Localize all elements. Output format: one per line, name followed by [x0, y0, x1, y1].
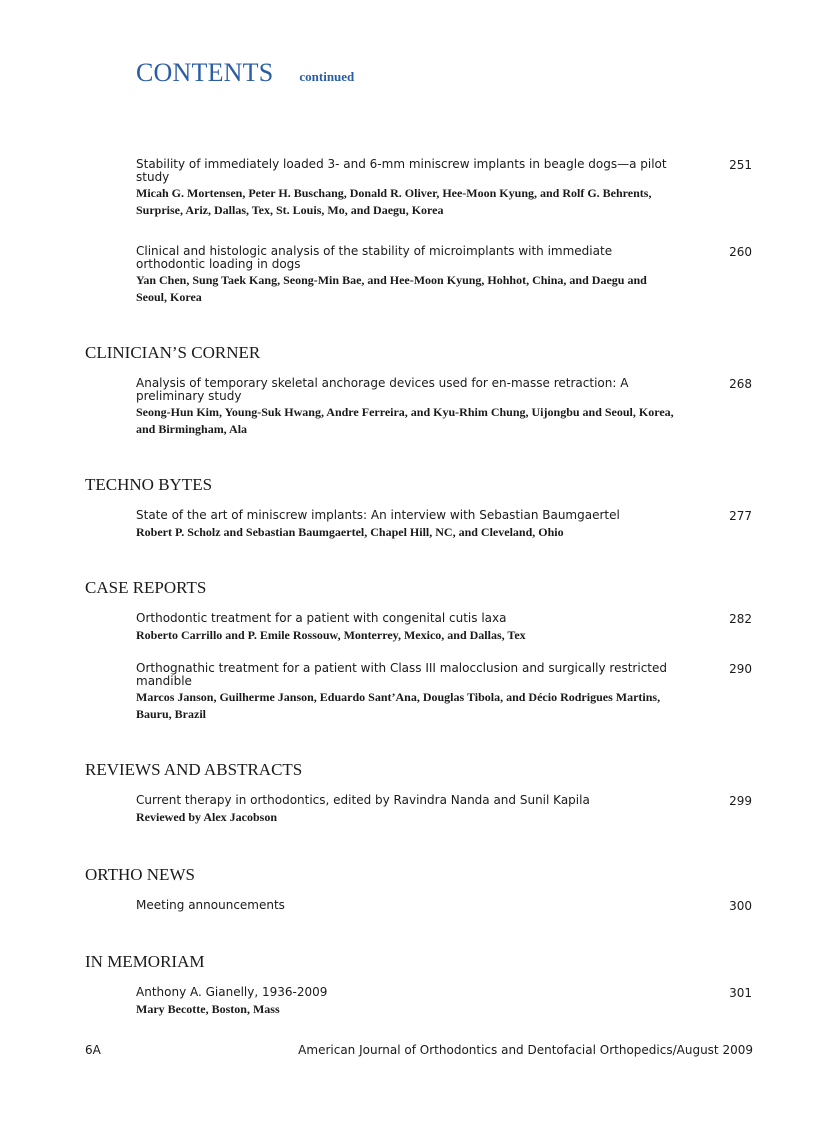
page-header [136, 58, 354, 88]
toc-entry[interactable] [136, 509, 676, 541]
page-number: 277 [729, 509, 752, 523]
article-title[interactable]: State of the art of miniscrew implants: An interview with Sebastian Baumgaertel [136, 508, 620, 522]
page-number: 301 [729, 986, 752, 1000]
article-authors: Marcos Janson, Guilherme Janson, Eduardo Sant’Ana, Douglas Tibola, and Décio Rodrigues Martins, Bauru, Brazil [136, 690, 661, 721]
article-authors: Roberto Carrillo and P. Emile Rossouw, Monterrey, Mexico, and Dallas, Tex [136, 627, 526, 642]
toc-entry[interactable] [136, 245, 676, 306]
article-title[interactable]: Meeting announcements [136, 898, 285, 912]
article-title[interactable]: Analysis of temporary skeletal anchorage devices used for en-masse retraction: A preliminary study [136, 376, 629, 403]
page-number: 282 [729, 612, 752, 626]
article-title[interactable]: Anthony A. Gianelly, 1936-2009 [136, 985, 328, 999]
article-title[interactable]: Current therapy in orthodontics, edited by Ravindra Nanda and Sunil Kapila [136, 793, 590, 807]
section-heading-reviews-and-abstracts: REVIEWS AND ABSTRACTS [85, 760, 303, 779]
section-heading-in-memoriam: IN MEMORIAM [85, 952, 205, 971]
section-heading-case-reports: CASE REPORTS [85, 578, 207, 597]
page-number: 290 [729, 662, 752, 676]
page-number: 268 [729, 377, 752, 391]
article-title[interactable]: Orthodontic treatment for a patient with congenital cutis laxa [136, 611, 507, 625]
article-authors: Yan Chen, Sung Taek Kang, Seong-Min Bae, and Hee-Moon Kyung, Hohhot, China, and Daegu and Seoul, Korea [136, 273, 647, 304]
page-number: 260 [729, 245, 752, 259]
article-authors: Seong-Hun Kim, Young-Suk Hwang, Andre Ferreira, and Kyu-Rhim Chung, Uijongbu and Seoul, Korea, and Birmingham, Ala [136, 405, 674, 436]
article-authors: Mary Becotte, Boston, Mass [136, 1001, 280, 1016]
section-heading-techno-bytes: TECHNO BYTES [85, 475, 213, 494]
article-authors: Reviewed by Alex Jacobson [136, 809, 277, 824]
toc-entry[interactable] [136, 986, 676, 1018]
page-title: CONTENTS [136, 58, 274, 87]
article-title[interactable]: Stability of immediately loaded 3- and 6-mm miniscrew implants in beagle dogs—a pilot study [136, 157, 667, 184]
section-heading-ortho-news: ORTHO NEWS [85, 865, 195, 884]
section-heading-clinicians-corner: CLINICIAN’S CORNER [85, 343, 261, 362]
article-title[interactable]: Clinical and histologic analysis of the stability of microimplants with immediate orthodontic loading in dogs [136, 244, 613, 271]
folio: 6A [85, 1043, 101, 1057]
toc-entry[interactable] [136, 377, 676, 438]
toc-entry[interactable] [136, 899, 676, 912]
page-number: 300 [729, 899, 752, 913]
toc-entry[interactable] [136, 158, 676, 219]
toc-entry[interactable] [136, 794, 676, 826]
article-authors: Robert P. Scholz and Sebastian Baumgaertel, Chapel Hill, NC, and Cleveland, Ohio [136, 524, 564, 539]
continued-label: continued [299, 69, 355, 84]
page-number: 299 [729, 794, 752, 808]
toc-entry[interactable] [136, 612, 676, 644]
article-title[interactable]: Orthognathic treatment for a patient with Class III malocclusion and surgically restricted mandible [136, 661, 668, 688]
toc-entry[interactable] [136, 662, 676, 723]
article-authors: Micah G. Mortensen, Peter H. Buschang, Donald R. Oliver, Hee-Moon Kyung, and Rolf G. Behrents, Surprise, Ariz, Dallas, Tex, St. Louis, Mo, and Daegu, Korea [136, 186, 652, 217]
journal-name: American Journal of Orthodontics and Dentofacial Orthopedics/August 2009 [298, 1043, 753, 1057]
page-number: 251 [729, 158, 752, 172]
